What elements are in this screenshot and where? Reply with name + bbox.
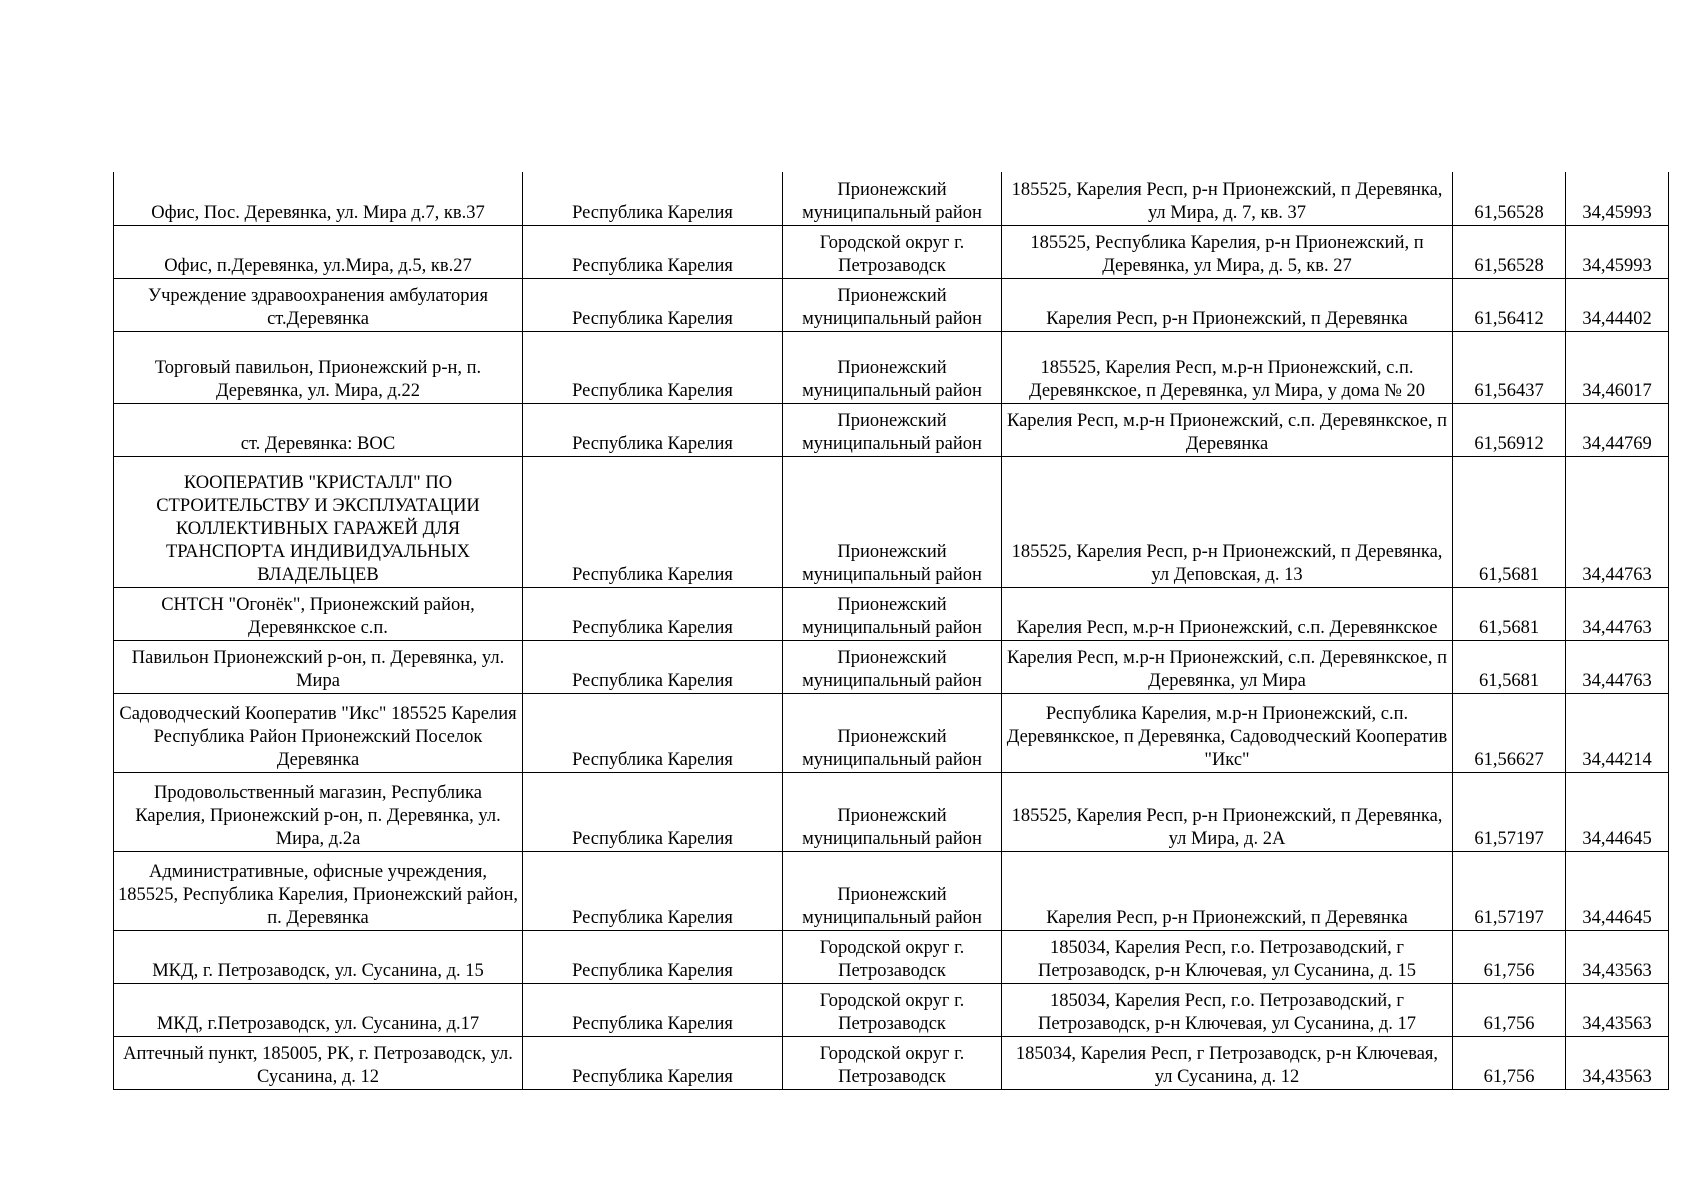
region-cell: Республика Карелия [523,456,783,587]
object-name-cell: МКД, г.Петрозаводск, ул. Сусанина, д.17 [114,983,523,1036]
district-cell: Городской округ г. Петрозаводск [783,930,1002,983]
object-name-cell: Учреждение здравоохранения амбулатория ст.Деревянка [114,278,523,331]
address-cell: 185034, Карелия Респ, г Петрозаводск, р-н Ключевая, ул Сусанина, д. 12 [1002,1036,1453,1089]
address-cell: Карелия Респ, м.р-н Прионежский, с.п. Деревянкское [1002,587,1453,640]
address-cell: Карелия Респ, м.р-н Прионежский, с.п. Деревянкское, п Деревянка [1002,403,1453,456]
longitude-cell: 34,43563 [1566,1036,1669,1089]
object-name-cell: Офис, Пос. Деревянка, ул. Мира д.7, кв.37 [114,172,523,225]
latitude-cell: 61,56437 [1453,331,1566,403]
table-row [114,456,1669,587]
table-row [114,403,1669,456]
table-row [114,225,1669,278]
address-cell: 185525, Карелия Респ, р-н Прионежский, п Деревянка, ул Деповская, д. 13 [1002,456,1453,587]
longitude-cell: 34,44645 [1566,772,1669,851]
district-cell: Городской округ г. Петрозаводск [783,225,1002,278]
table-row [114,172,1669,225]
longitude-cell: 34,44763 [1566,456,1669,587]
region-cell: Республика Карелия [523,172,783,225]
region-cell: Республика Карелия [523,930,783,983]
address-cell: 185525, Карелия Респ, р-н Прионежский, п Деревянка, ул Мира, д. 7, кв. 37 [1002,172,1453,225]
object-name-cell: Административные, офисные учреждения, 185525, Республика Карелия, Прионежский район, п. Деревянка [114,851,523,930]
table-row [114,851,1669,930]
latitude-cell: 61,756 [1453,983,1566,1036]
district-cell: Прионежский муниципальный район [783,456,1002,587]
table-row [114,331,1669,403]
object-name-cell: ст. Деревянка: ВОС [114,403,523,456]
district-cell: Прионежский муниципальный район [783,851,1002,930]
address-cell: Республика Карелия, м.р-н Прионежский, с.п. Деревянкское, п Деревянка, Садоводческий Кооператив "Икс" [1002,693,1453,772]
object-name-cell: МКД, г. Петрозаводск, ул. Сусанина, д. 15 [114,930,523,983]
address-cell: Карелия Респ, м.р-н Прионежский, с.п. Деревянкское, п Деревянка, ул Мира [1002,640,1453,693]
district-cell: Прионежский муниципальный район [783,772,1002,851]
region-cell: Республика Карелия [523,640,783,693]
latitude-cell: 61,57197 [1453,772,1566,851]
region-cell: Республика Карелия [523,403,783,456]
longitude-cell: 34,44645 [1566,851,1669,930]
latitude-cell: 61,56912 [1453,403,1566,456]
address-cell: 185034, Карелия Респ, г.о. Петрозаводский, г Петрозаводск, р-н Ключевая, ул Сусанина, д. 17 [1002,983,1453,1036]
address-cell: 185525, Карелия Респ, м.р-н Прионежский, с.п. Деревянкское, п Деревянка, ул Мира, у дома № 20 [1002,331,1453,403]
district-cell: Городской округ г. Петрозаводск [783,1036,1002,1089]
object-name-cell: Павильон Прионежский р-он, п. Деревянка, ул. Мира [114,640,523,693]
latitude-cell: 61,57197 [1453,851,1566,930]
latitude-cell: 61,5681 [1453,640,1566,693]
district-cell: Городской округ г. Петрозаводск [783,983,1002,1036]
table-row [114,640,1669,693]
latitude-cell: 61,56528 [1453,172,1566,225]
longitude-cell: 34,44402 [1566,278,1669,331]
district-cell: Прионежский муниципальный район [783,172,1002,225]
district-cell: Прионежский муниципальный район [783,587,1002,640]
address-cell: Карелия Респ, р-н Прионежский, п Деревянка [1002,278,1453,331]
address-cell: 185525, Республика Карелия, р-н Прионежский, п Деревянка, ул Мира, д. 5, кв. 27 [1002,225,1453,278]
latitude-cell: 61,56412 [1453,278,1566,331]
longitude-cell: 34,44769 [1566,403,1669,456]
object-name-cell: Аптечный пункт, 185005, РК, г. Петрозаводск, ул. Сусанина, д. 12 [114,1036,523,1089]
registry-table [113,172,1669,1090]
region-cell: Республика Карелия [523,587,783,640]
longitude-cell: 34,44763 [1566,640,1669,693]
region-cell: Республика Карелия [523,983,783,1036]
object-name-cell: Садоводческий Кооператив "Икс" 185525 Карелия Республика Район Прионежский Поселок Деревянка [114,693,523,772]
address-cell: 185525, Карелия Респ, р-н Прионежский, п Деревянка, ул Мира, д. 2А [1002,772,1453,851]
longitude-cell: 34,44214 [1566,693,1669,772]
table-row [114,278,1669,331]
latitude-cell: 61,56627 [1453,693,1566,772]
region-cell: Республика Карелия [523,693,783,772]
latitude-cell: 61,56528 [1453,225,1566,278]
district-cell: Прионежский муниципальный район [783,693,1002,772]
longitude-cell: 34,44763 [1566,587,1669,640]
address-cell: 185034, Карелия Респ, г.о. Петрозаводский, г Петрозаводск, р-н Ключевая, ул Сусанина, д. 15 [1002,930,1453,983]
longitude-cell: 34,46017 [1566,331,1669,403]
longitude-cell: 34,43563 [1566,983,1669,1036]
longitude-cell: 34,43563 [1566,930,1669,983]
region-cell: Республика Карелия [523,331,783,403]
latitude-cell: 61,756 [1453,930,1566,983]
object-name-cell: КООПЕРАТИВ "КРИСТАЛЛ" ПО СТРОИТЕЛЬСТВУ И ЭКСПЛУАТАЦИИ КОЛЛЕКТИВНЫХ ГАРАЖЕЙ ДЛЯ ТРАНСПОРТА ИНДИВИДУАЛЬНЫХ ВЛАДЕЛЬЦЕВ [114,456,523,587]
district-cell: Прионежский муниципальный район [783,403,1002,456]
longitude-cell: 34,45993 [1566,225,1669,278]
region-cell: Республика Карелия [523,772,783,851]
district-cell: Прионежский муниципальный район [783,278,1002,331]
region-cell: Республика Карелия [523,278,783,331]
table-row [114,693,1669,772]
region-cell: Республика Карелия [523,225,783,278]
district-cell: Прионежский муниципальный район [783,640,1002,693]
latitude-cell: 61,5681 [1453,587,1566,640]
table-row [114,772,1669,851]
latitude-cell: 61,756 [1453,1036,1566,1089]
latitude-cell: 61,5681 [1453,456,1566,587]
object-name-cell: Продовольственный магазин, Республика Карелия, Прионежский р-он, п. Деревянка, ул. Мира, д.2а [114,772,523,851]
address-cell: Карелия Респ, р-н Прионежский, п Деревянка [1002,851,1453,930]
table-row [114,1036,1669,1089]
table-row [114,587,1669,640]
object-name-cell: СНТСН "Огонёк", Прионежский район, Деревянкское с.п. [114,587,523,640]
region-cell: Республика Карелия [523,1036,783,1089]
table-row [114,983,1669,1036]
district-cell: Прионежский муниципальный район [783,331,1002,403]
region-cell: Республика Карелия [523,851,783,930]
longitude-cell: 34,45993 [1566,172,1669,225]
object-name-cell: Торговый павильон, Прионежский р-н, п. Деревянка, ул. Мира, д.22 [114,331,523,403]
object-name-cell: Офис, п.Деревянка, ул.Мира, д.5, кв.27 [114,225,523,278]
table-row [114,930,1669,983]
